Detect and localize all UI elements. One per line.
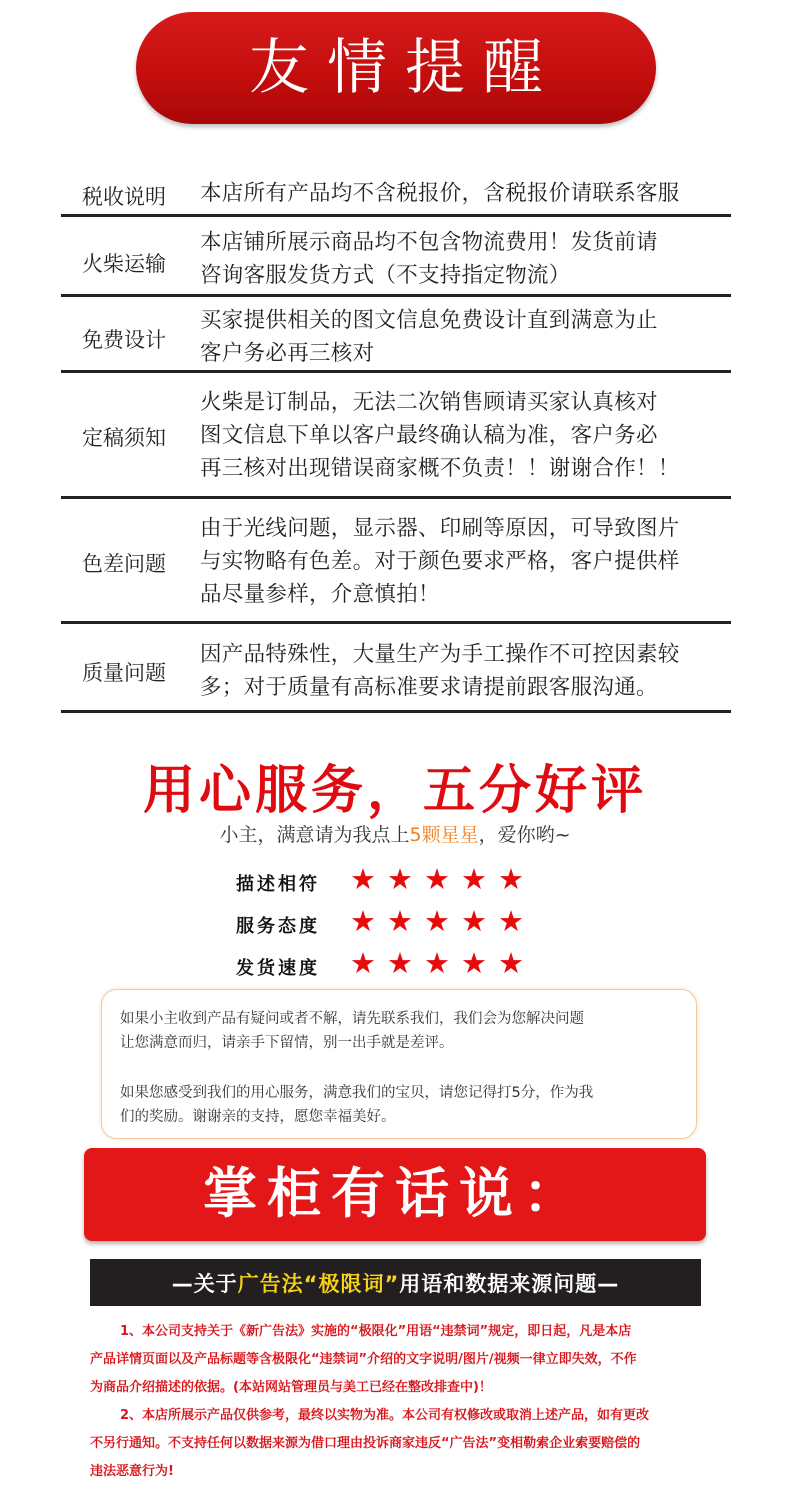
row-text-line: 品尽量参样，介意慎拍！: [200, 582, 440, 607]
legal-line: 2、本店所展示产品仅供参考，最终以实物为准。本公司有权修改或取消上述产品，如有更改: [120, 1408, 650, 1423]
table-divider: [61, 710, 731, 713]
star-icon: ★: [461, 862, 498, 896]
star-icon: ★: [424, 862, 461, 896]
star-icon: ★: [387, 904, 424, 938]
star-icon: ★: [387, 862, 424, 896]
row-text-line: 本店所有产品均不含税报价，含税报价请联系客服: [200, 181, 680, 206]
legal-notice: [90, 1318, 704, 1486]
row-text: [200, 304, 735, 370]
row-text: [200, 226, 735, 292]
legal-line: 为商品介绍描述的依据。(本站网站管理员与美工已经在整改排查中)！: [90, 1380, 492, 1395]
legal-line: 不另行通知。不支持任何以数据来源为借口理由投诉商家违反“广告法”变相勒索企业索要赔偿的: [90, 1436, 641, 1451]
row-text-line: 买家提供相关的图文信息免费设计直到满意为止: [200, 308, 658, 333]
note-paragraph: [120, 1007, 680, 1055]
legal-line: 违法恶意行为!: [90, 1464, 174, 1479]
bar-highlight: 广告法“极限词”: [237, 1272, 400, 1296]
bar-text: —关于: [171, 1272, 238, 1296]
table-divider: [61, 370, 731, 373]
row-text-line: 再三核对出现错误商家概不负责！！谢谢合作！！: [200, 456, 680, 481]
star-icon: ★: [461, 946, 498, 980]
row-label: 定稿须知: [82, 426, 166, 450]
legal-line: 1、本公司支持关于《新广告法》实施的“极限化”用语“违禁词”规定，即日起，凡是本店: [120, 1324, 632, 1339]
owner-banner: [84, 1148, 706, 1241]
rating-label: 发货速度: [236, 958, 320, 979]
reminder-banner: [136, 12, 656, 124]
ad-law-bar: [90, 1259, 701, 1306]
row-text-line: 与实物略有色差。对于颜色要求严格，客户提供样: [200, 549, 680, 574]
row-text-line: 由于光线问题，显示器、印刷等原因，可导致图片: [200, 516, 680, 541]
row-text-line: 本店铺所展示商品均不包含物流费用！发货前请: [200, 230, 658, 255]
subtitle-highlight: 5颗星星: [409, 824, 479, 846]
note-line: 们的奖励。谢谢亲的支持，愿您幸福美好。: [120, 1109, 396, 1125]
star-icon: ★: [350, 946, 387, 980]
row-text-line: 多；对于质量有高标准要求请提前跟客服沟通。: [200, 675, 658, 700]
row-text-line: 客户务必再三核对: [200, 341, 375, 366]
row-label: 色差问题: [82, 552, 166, 576]
row-label: 火柴运输: [82, 252, 166, 276]
row-text: [200, 177, 735, 210]
table-divider: [61, 496, 731, 499]
star-icon: ★: [498, 946, 535, 980]
star-icon: ★: [424, 904, 461, 938]
owner-title: 掌柜有话说：: [203, 1161, 587, 1225]
note-line: 如果您感受到我们的用心服务，满意我们的宝贝，请您记得打5分，作为我: [120, 1085, 594, 1101]
rating-label: 服务态度: [236, 916, 320, 937]
row-text-line: 火柴是订制品，无法二次销售顾请买家认真核对: [200, 390, 658, 415]
note-line: 让您满意而归，请亲手下留情，别一出手就是差评。: [120, 1035, 454, 1051]
table-divider: [61, 621, 731, 624]
star-icon: ★: [461, 904, 498, 938]
star-rating: [350, 904, 535, 938]
star-icon: ★: [498, 862, 535, 896]
row-label: 免费设计: [82, 328, 166, 352]
reminder-title: 友情提醒: [249, 33, 561, 103]
star-icon: ★: [498, 904, 535, 938]
row-text-line: 图文信息下单以客户最终确认稿为准，客户务必: [200, 423, 658, 448]
star-rating: [350, 946, 535, 980]
star-icon: ★: [424, 946, 461, 980]
rating-label: 描述相符: [236, 874, 320, 895]
note-paragraph: [120, 1081, 680, 1129]
subtitle-text: ，爱你哟~: [478, 824, 571, 846]
ad-law-heading: [90, 1268, 701, 1298]
legal-line: 产品详情页面以及产品标题等含极限化“违禁词”介绍的文字说明/图片/视频一律立即失效，不作: [90, 1352, 637, 1367]
subtitle-text: 小主，满意请为我点上: [219, 824, 410, 846]
service-subtitle: [0, 820, 790, 847]
star-rating: [350, 862, 535, 896]
row-text-line: 因产品特殊性，大量生产为手工操作不可控因素较: [200, 642, 680, 667]
row-text: [200, 386, 735, 485]
row-label: 质量问题: [82, 661, 166, 685]
row-text: [200, 638, 735, 704]
row-text-line: 咨询客服发货方式（不支持指定物流）: [200, 263, 571, 288]
row-label: 税收说明: [82, 185, 166, 209]
star-icon: ★: [350, 904, 387, 938]
row-text: [200, 512, 735, 611]
star-icon: ★: [350, 862, 387, 896]
table-divider: [61, 294, 731, 297]
note-line: 如果小主收到产品有疑问或者不解，请先联系我们，我们会为您解决问题: [120, 1011, 584, 1027]
bar-text: 用语和数据来源问题—: [399, 1272, 620, 1296]
table-divider: [61, 214, 731, 217]
service-title: 用心服务，五分好评: [142, 760, 647, 821]
star-icon: ★: [387, 946, 424, 980]
